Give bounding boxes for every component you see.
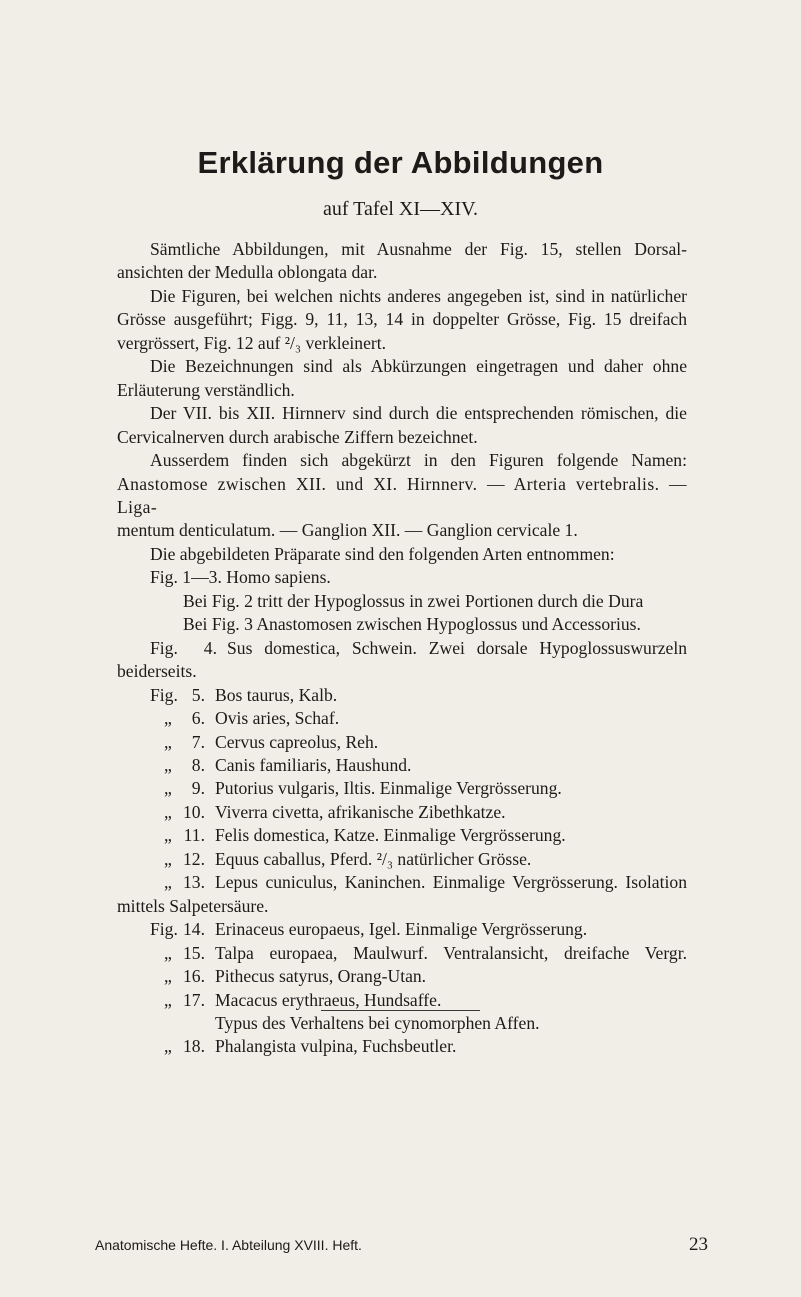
- fig-number: 7.: [191, 731, 205, 752]
- fig-number: 12.: [183, 848, 205, 869]
- paragraph-line: Bei Fig. 3 Anastomosen zwischen Hypoglossus und Accessorius.: [183, 614, 641, 635]
- fig-number: 15.: [183, 942, 205, 963]
- figure-entry: [117, 707, 687, 730]
- fig-species: Equus caballus, Pferd. ²/₃ natürlicher Grösse.: [215, 848, 532, 869]
- figure-entry: [117, 989, 687, 1012]
- fig-number: 17.: [183, 989, 205, 1010]
- fig-species: Ovis aries, Schaf.: [215, 708, 340, 729]
- figure-entry: [117, 848, 687, 871]
- ditto-mark: „: [164, 872, 172, 893]
- page-title: Erklärung der Abbildungen: [197, 145, 604, 180]
- page-number: 23: [689, 1234, 708, 1255]
- paragraph-line: Sämtliche Abbildungen, mit Ausnahme der Fig. 15, stellen Dorsal-: [150, 239, 687, 259]
- paragraph-line: Die Bezeichnungen sind als Abkürzungen eingetragen und daher ohne: [150, 356, 687, 377]
- figure-entry: [117, 1035, 687, 1058]
- ditto-mark: „: [164, 825, 172, 846]
- figure-entry: [117, 684, 687, 707]
- fig-number: 8.: [191, 754, 205, 775]
- paragraph-line: mentum denticulatum. — Ganglion XII. — Ganglion cervicale 1.: [117, 520, 578, 541]
- fig-species: Pithecus satyrus, Orang-Utan.: [215, 966, 427, 987]
- figure-entry: [117, 637, 687, 660]
- fig-species: Felis domestica, Katze. Einmalige Vergrösserung.: [215, 825, 566, 846]
- body-text: [117, 238, 687, 1059]
- fig-species: Cervus capreolus, Reh.: [215, 731, 379, 752]
- journal-reference: Anatomische Hefte. I. Abteilung XVIII. Heft.: [95, 1237, 362, 1253]
- ditto-mark: „: [164, 754, 172, 775]
- fig-species: Canis familiaris, Haushund.: [215, 754, 412, 775]
- ditto-mark: „: [164, 989, 172, 1010]
- paragraph-line: Grösse ausgeführt; Figg. 9, 11, 13, 14 in doppelter Grösse, Fig. 15 dreifach: [117, 309, 687, 330]
- figure-entry: [117, 965, 687, 988]
- fig-number: 9.: [191, 778, 205, 799]
- fig-number: 18.: [183, 1036, 205, 1057]
- paragraph-line: Die Figuren, bei welchen nichts anderes angegeben ist, sind in natürlicher: [150, 285, 687, 306]
- ditto-mark: „: [164, 801, 172, 822]
- fig-number: 5.: [191, 684, 205, 705]
- fig-species: Sus domestica, Schwein. Zwei dorsale Hypoglossuswurzeln: [227, 637, 687, 658]
- fig-number: 14.: [183, 919, 205, 940]
- page-footer: [95, 1234, 708, 1256]
- fig-label: Fig.: [150, 637, 178, 658]
- ditto-mark: „: [164, 942, 172, 963]
- fig-species: Putorius vulgaris, Iltis. Einmalige Vergrösserung.: [215, 778, 562, 799]
- paragraph-line: Ausserdem finden sich abgekürzt in den Figuren folgende Namen:: [150, 450, 687, 471]
- fig-number: 13.: [183, 872, 205, 893]
- fig-species: Phalangista vulpina, Fuchsbeutler.: [215, 1036, 457, 1057]
- figure-entry: [117, 918, 687, 941]
- paragraph-line: Anastomose zwischen XII. und XI. Hirnnerv. — Arteria vertebralis. — Liga-: [117, 473, 687, 517]
- paragraph-line: Der VII. bis XII. Hirnnerv sind durch die entsprechenden römischen, die: [150, 403, 687, 424]
- figure-entry: [117, 942, 687, 965]
- paragraph-line: Typus des Verhaltens bei cynomorphen Affen.: [215, 1012, 540, 1033]
- paragraph-line: beiderseits.: [117, 661, 197, 682]
- fig-number: 16.: [183, 966, 205, 987]
- ditto-mark: „: [164, 778, 172, 799]
- fig-species: Viverra civetta, afrikanische Zibethkatze.: [215, 801, 506, 822]
- fig-number: 4.: [203, 637, 217, 658]
- fig-species: Erinaceus europaeus, Igel. Einmalige Vergrösserung.: [215, 919, 588, 940]
- ditto-mark: „: [164, 708, 172, 729]
- figure-entry: [117, 731, 687, 754]
- fig-label: Fig.: [150, 684, 178, 705]
- section-divider: [321, 1010, 480, 1011]
- fig-number: 6.: [191, 708, 205, 729]
- ditto-mark: „: [164, 966, 172, 987]
- figure-entry: [117, 824, 687, 847]
- paragraph-line: Die abgebildeten Präparate sind den folgenden Arten entnommen:: [150, 543, 615, 564]
- paragraph-line: Cervicalnerven durch arabische Ziffern bezeichnet.: [117, 426, 478, 447]
- paragraph-line: mittels Salpetersäure.: [117, 895, 269, 916]
- page-subtitle: auf Tafel XI—XIV.: [322, 198, 479, 220]
- ditto-mark: „: [164, 1036, 172, 1057]
- paragraph-line: Bei Fig. 2 tritt der Hypoglossus in zwei Portionen durch die Dura: [183, 590, 644, 611]
- fig-number: 11.: [183, 825, 205, 846]
- fig-number: 10.: [183, 801, 205, 822]
- ditto-mark: „: [164, 848, 172, 869]
- fig-species: Macacus erythraeus, Hundsaffe.: [215, 989, 442, 1010]
- paragraph-line: Fig. 1—3. Homo sapiens.: [150, 567, 331, 588]
- ditto-mark: „: [164, 731, 172, 752]
- fig-species: Lepus cuniculus, Kaninchen. Einmalige Vergrösserung. Isolation: [215, 872, 687, 893]
- paragraph-line: vergrössert, Fig. 12 auf ²/₃ verkleinert.: [117, 332, 387, 353]
- figure-entry: [117, 754, 687, 777]
- fig-label: Fig.: [150, 919, 178, 940]
- fig-species: Bos taurus, Kalb.: [215, 684, 338, 705]
- fig-species: Talpa europaea, Maulwurf. Ventralansicht, dreifache Vergr.: [215, 942, 687, 963]
- figure-entry: [117, 777, 687, 800]
- figure-entry: [117, 871, 687, 894]
- figure-entry: [117, 801, 687, 824]
- paragraph-line: ansichten der Medulla oblongata dar.: [117, 262, 378, 283]
- paragraph-line: Erläuterung verständlich.: [117, 379, 295, 400]
